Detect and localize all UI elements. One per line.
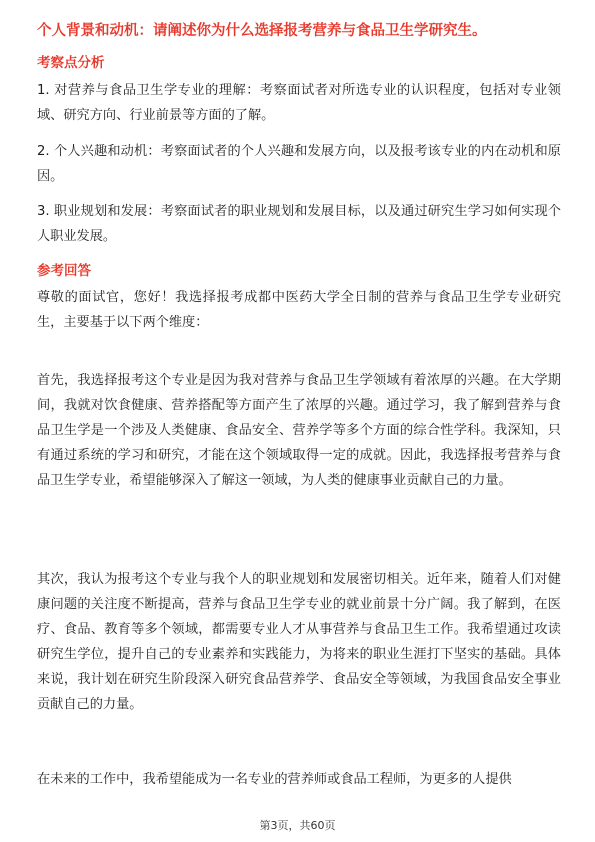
answer-paragraph-1: 尊敬的面试官，您好！我选择报考成都中医药大学全日制的营养与食品卫生学专业研究生，主要基于以下两个维度： — [37, 290, 561, 330]
answer-paragraph-4: 在未来的工作中，我希望能成为一名专业的营养师或食品工程师，为更多的人提供 — [37, 772, 512, 787]
answer-paragraph-3: 其次，我认为报考这个专业与我个人的职业规划和发展密切相关。近年来，随着人们对健康问题的关注度不断提高，营养与食品卫生学专业的就业前景十分广阔。我了解到，在医疗、食品、教育等多个领域，都需要专业人才从事营养与食品卫生工作。我希望通过攻读研究生学位，提升自己的专业素养和实践能力，为将来的职业生涯打下坚实的基础。具体来说，我计划在研究生阶段深入研究食品营养学、食品安全等领域，为我国食品安全事业贡献自己的力量。 — [37, 572, 561, 712]
question-heading: 个人背景和动机：请阐述你为什么选择报考营养与食品卫生学研究生。 — [37, 23, 487, 39]
answer-label: 参考回答 — [37, 263, 91, 279]
page-footer: 第3页，共60页 — [259, 819, 336, 832]
analysis-point-1: 1. 对营养与食品卫生学专业的理解：考察面试者对所选专业的认识程度，包括对专业领域、研究方向、行业前景等方面的了解。 — [37, 83, 561, 123]
analysis-label: 考察点分析 — [37, 55, 105, 71]
analysis-point-3: 3. 职业规划和发展：考察面试者的职业规划和发展目标，以及通过研究生学习如何实现个人职业发展。 — [37, 204, 561, 244]
answer-paragraph-2: 首先，我选择报考这个专业是因为我对营养与食品卫生学领域有着浓厚的兴趣。在大学期间，我就对饮食健康、营养搭配等方面产生了浓厚的兴趣。通过学习，我了解到营养与食品卫生学是一个涉及人类健康、食品安全、营养学等多个方面的综合性学科。我深知，只有通过系统的学习和研究，才能在这个领域取得一定的成就。因此，我选择报考营养与食品卫生学专业，希望能够深入了解这一领域，为人类的健康事业贡献自己的力量。 — [37, 373, 561, 488]
analysis-point-2: 2. 个人兴趣和动机：考察面试者的个人兴趣和发展方向，以及报考该专业的内在动机和原因。 — [37, 144, 561, 184]
